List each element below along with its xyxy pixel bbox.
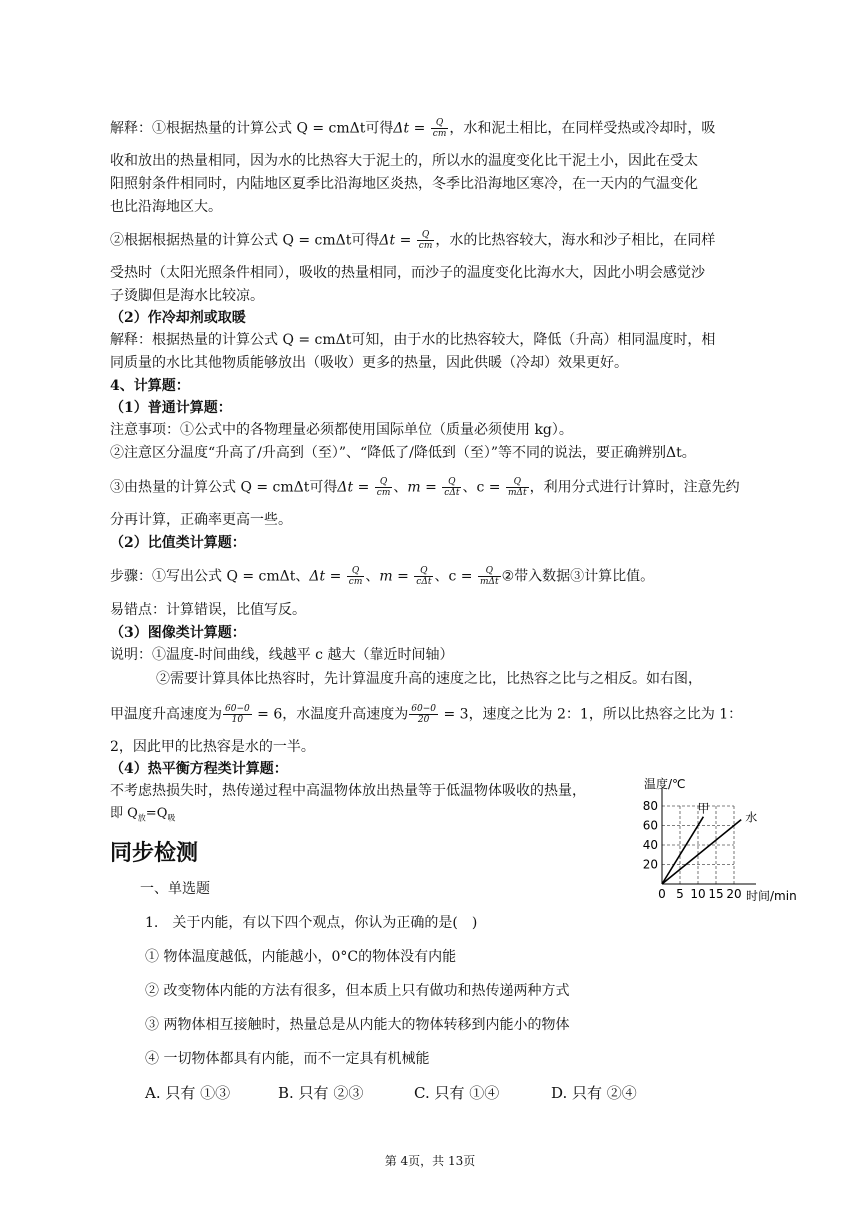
x-tick-label: 0 (658, 887, 666, 901)
y-tick-label: 20 (642, 857, 658, 872)
graph-series (662, 802, 757, 884)
note-2: ②注意区分温度“升高了/升高到（至）”、“降低了/降低到（至）”等不同的说法，要正确辨别Δt。 (110, 445, 696, 461)
steps: 步骤：①写出公式 Q = cmΔt、Δt = $\frac{Q}{cm}$ 、m = $\frac{Q}{\text{cΔt}}$ 、c = $\frac{Q}{\text{mΔt}}$ ②带入数据③计算比值。 (110, 566, 655, 587)
statement-2: ② 改变物体内能的方法有很多，但本质上只有做功和热传递两种方式 (145, 983, 570, 999)
note-1: 注意事项：①公式中的各物理量必须都使用国际单位（质量必须使用 kg）。 (110, 422, 573, 438)
explanation-1-line-1: 解释：①根据热量的计算公式 Q = cmΔt可得Δt = $\frac{Q}{cm}$ ，水和泥土相比，在同样受热或冷却时，吸 (110, 118, 716, 139)
question-stem: 1. 关于内能，有以下四个观点，你认为正确的是( ) (145, 915, 478, 931)
note-3-cont: 分再计算，正确率更高一些。 (110, 512, 292, 528)
statement-4: ④ 一切物体都具有内能，而不一定具有机械能 (145, 1051, 430, 1067)
statement-3: ③ 两物体相互接触时，热量总是从内能大的物体转移到内能小的物体 (145, 1017, 570, 1033)
y-tick-label: 80 (642, 799, 658, 813)
image-note-3: 甲温度升高速度为 $\frac{60-0}{10}$ = 6，水温度升高速度为 $\frac{60-0}{20}$ = 3，速度之比为 2：1，所以比热容之比为 1： (110, 704, 743, 725)
subsection-2-line-2: 同质量的水比其他物质能够放出（吸收）更多的热量，因此供暖（冷却）效果更好。 (110, 355, 628, 371)
calc-sub-2: （2）比值类计算题： (110, 535, 246, 551)
subsection-2-line-1: 解释：根据热量的计算公式 Q = cmΔt可知，由于水的比热容较大，降低（升高）相同温度时，相 (110, 332, 716, 348)
series-line (662, 820, 741, 884)
series-label: 甲 (697, 801, 710, 816)
explanation-2-line-3: 子烫脚但是海水比较凉。 (110, 288, 264, 304)
explanation-2-line-1: ②根据根据热量的计算公式 Q = cmΔt可得Δt = $\frac{Q}{cm}$ ，水的比热容较大，海水和沙子相比，在同样 (110, 230, 716, 251)
heat-balance-1: 不考虑热损失时，热传递过程中高温物体放出热量等于低温物体吸收的热量， (110, 783, 586, 799)
series-label: 水 (745, 810, 758, 825)
x-tick-label: 15 (708, 887, 724, 901)
calc-sub-1: （1）普通计算题： (110, 400, 232, 416)
fraction: $\frac{Q}{cm}$ (418, 230, 433, 251)
x-axis-label: 时间/min (746, 889, 797, 903)
subsection-2-title: （2）作冷却剂或取暖 (110, 310, 246, 326)
statement-1: ① 物体温度越低，内能越小，0°C的物体没有内能 (145, 949, 457, 965)
calc-sub-4: （4）热平衡方程类计算题： (110, 761, 288, 777)
error-prone: 易错点：计算错误，比值写反。 (110, 602, 306, 618)
note-3: ③由热量的计算公式 Q = cmΔt可得Δt = $\frac{Q}{cm}$ 、m = $\frac{Q}{\text{cΔt}}$ 、c = $\frac{Q}{\text{mΔt}}$ ，利用分式进行计算时，注意先约 (110, 477, 740, 498)
graph-grid (662, 806, 734, 884)
calc-sub-3: （3）图像类计算题： (110, 625, 246, 641)
explanation-1-line-3: 阳照射条件相同时，内陆地区夏季比沿海地区炎热，冬季比沿海地区寒冷，在一天内的气温变化 (110, 176, 698, 192)
x-tick-label: 10 (690, 887, 706, 901)
image-note-1: 说明：①温度-时间曲线，线越平 c 越大（靠近时间轴） (110, 647, 454, 663)
option-d[interactable]: D. 只有 ②④ (551, 1084, 637, 1102)
explanation-1-line-2: 收和放出的热量相同，因为水的比热容大于泥土的，所以水的温度变化比干泥土小，因此在受太 (110, 153, 698, 169)
x-tick-label: 20 (726, 887, 742, 901)
y-axis-label: 温度/℃ (644, 777, 686, 791)
explanation-1-line-4: 也比沿海地区大。 (110, 199, 222, 215)
series-line (662, 817, 703, 884)
y-tick-label: 60 (642, 818, 658, 833)
calc-title: 4、计算题： (110, 378, 190, 394)
option-c[interactable]: C. 只有 ①④ (414, 1084, 500, 1102)
image-note-4: 2，因此甲的比热容是水的一半。 (110, 739, 315, 755)
temperature-time-graph (628, 770, 806, 906)
heat-balance-2: 即 $Q_放=Q_吸$ (110, 806, 176, 823)
heading-sync-test: 同步检测 (110, 840, 199, 866)
section-single-choice: 一、单选题 (140, 881, 210, 897)
y-tick-label: 40 (642, 838, 658, 852)
x-tick-label: 5 (676, 887, 684, 901)
image-note-2: ②需要计算具体比热容时，先计算温度升高的速度之比，比热容之比与之相反。如右图， (156, 671, 702, 687)
explanation-2-line-2: 受热时（太阳光照条件相同），吸收的热量相同，而沙子的温度变化比海水大，因此小明会感觉沙 (110, 265, 705, 281)
page-footer: 第 4页，共 13页 (384, 1154, 476, 1168)
fraction: $\frac{Q}{cm}$ (432, 118, 447, 139)
option-b[interactable]: B. 只有 ②③ (278, 1084, 364, 1102)
option-a[interactable]: A. 只有 ①③ (145, 1084, 231, 1102)
